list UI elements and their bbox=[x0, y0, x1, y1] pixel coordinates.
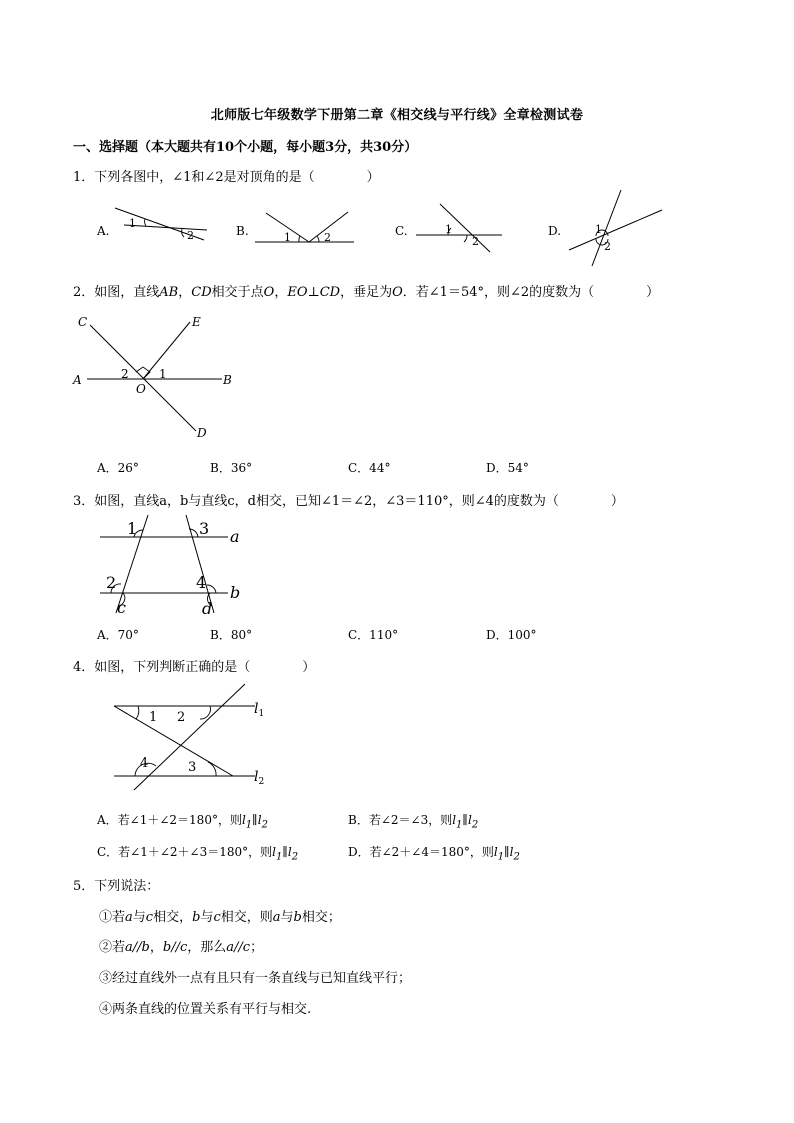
q1-d-angle-2: 2 bbox=[604, 240, 611, 253]
q4-line-l2: $l_2$ bbox=[254, 769, 265, 787]
q2-point-d: D bbox=[197, 426, 207, 440]
q4-angle-3: 3 bbox=[188, 760, 197, 775]
q1-c-angle-1: 1 bbox=[445, 223, 452, 236]
q1-figure-a bbox=[112, 204, 212, 244]
question-5-stem: 5．下列说法： bbox=[73, 879, 160, 894]
q1-a-angle-2: 2 bbox=[187, 229, 194, 242]
question-3-stem: 3．如图，直线a，b与直线c，d相交，已知∠1＝∠2，∠3＝110°，则∠4的度数为（ ） bbox=[73, 494, 624, 509]
q3-line-c: c bbox=[117, 598, 126, 617]
q3-figure bbox=[96, 512, 246, 620]
q1-b-angle-2: 2 bbox=[324, 231, 331, 244]
q3-option-d: D．100° bbox=[486, 628, 537, 642]
question-2-stem: 2．如图，直线AB，CD相交于点O，EO⊥CD，垂足为O．若∠1＝54°，则∠2的度数为（ ） bbox=[73, 285, 660, 300]
q4-option-d: D．若∠2＋∠4＝180°，则$l_1\parallel l_2$ bbox=[348, 845, 520, 863]
q2-point-a: A bbox=[73, 373, 82, 387]
q2-point-e: E bbox=[192, 315, 201, 329]
q1-b-angle-1: 1 bbox=[284, 231, 291, 244]
q1-option-b: B. bbox=[236, 224, 249, 238]
q3-angle-4: 4 bbox=[196, 573, 207, 592]
page-title: 北师版七年级数学下册第二章《相交线与平行线》全章检测试卷 bbox=[210, 108, 584, 123]
q2-point-b: B bbox=[223, 373, 232, 387]
q1-option-d: D. bbox=[548, 224, 562, 238]
q5-statement-4: ④两条直线的位置关系有平行与相交. bbox=[99, 1002, 312, 1017]
q4-option-a: A．若∠1＋∠2＝180°，则$l_1\parallel l_2$ bbox=[97, 813, 268, 831]
question-4-stem: 4．如图，下列判断正确的是（ ） bbox=[73, 660, 316, 675]
q2-angle-1: 1 bbox=[159, 367, 167, 381]
q4-option-c: C．若∠1＋∠2＋∠3＝180°，则$l_1\parallel l_2$ bbox=[97, 845, 299, 863]
q3-angle-3: 3 bbox=[199, 519, 210, 538]
q3-line-a: a bbox=[230, 527, 240, 546]
q4-line-l1: $l_1$ bbox=[254, 701, 265, 719]
q2-angle-2: 2 bbox=[121, 367, 129, 381]
q2-option-c: C．44° bbox=[348, 461, 391, 475]
q3-line-d: d bbox=[202, 599, 213, 618]
section-heading: 一、选择题（本大题共有10个小题，每小题3分，共30分） bbox=[73, 140, 418, 155]
q3-angle-2: 2 bbox=[106, 573, 117, 592]
q3-option-c: C．110° bbox=[348, 628, 399, 642]
q1-c-angle-2: 2 bbox=[472, 235, 479, 248]
q5-statement-1: ①若a与c相交，b与c相交，则a与b相交； bbox=[99, 910, 341, 925]
q3-line-b: b bbox=[230, 583, 241, 602]
q1-d-angle-1: 1 bbox=[595, 223, 602, 236]
q2-option-a: A．26° bbox=[97, 461, 139, 475]
q4-option-b: B．若∠2＝∠3，则$l_1\parallel l_2$ bbox=[348, 813, 479, 831]
question-1-stem: 1．下列各图中，∠1和∠2是对顶角的是（ ） bbox=[73, 170, 380, 185]
q2-point-o: O bbox=[136, 382, 146, 396]
q5-statement-2: ②若a//b，b//c，那么a//c； bbox=[99, 940, 264, 955]
q3-option-a: A．70° bbox=[97, 628, 139, 642]
q1-option-c: C. bbox=[395, 224, 408, 238]
q4-angle-2: 2 bbox=[177, 710, 186, 725]
q5-statement-3: ③经过直线外一点有且只有一条直线与已知直线平行； bbox=[99, 971, 412, 986]
q2-point-c: C bbox=[78, 315, 88, 329]
q4-angle-1: 1 bbox=[149, 710, 158, 725]
q4-angle-4: 4 bbox=[140, 756, 149, 771]
q4-figure bbox=[110, 680, 275, 792]
q1-a-angle-1: 1 bbox=[129, 217, 136, 230]
q3-option-b: B．80° bbox=[210, 628, 253, 642]
q3-angle-1: 1 bbox=[127, 519, 138, 538]
q2-option-b: B．36° bbox=[210, 461, 253, 475]
q2-figure bbox=[70, 308, 240, 443]
q2-option-d: D．54° bbox=[486, 461, 529, 475]
q1-figure-d bbox=[566, 186, 666, 271]
q1-figure-c bbox=[412, 200, 507, 252]
q1-option-a: A. bbox=[97, 224, 110, 238]
q1-figure-b bbox=[252, 208, 362, 248]
